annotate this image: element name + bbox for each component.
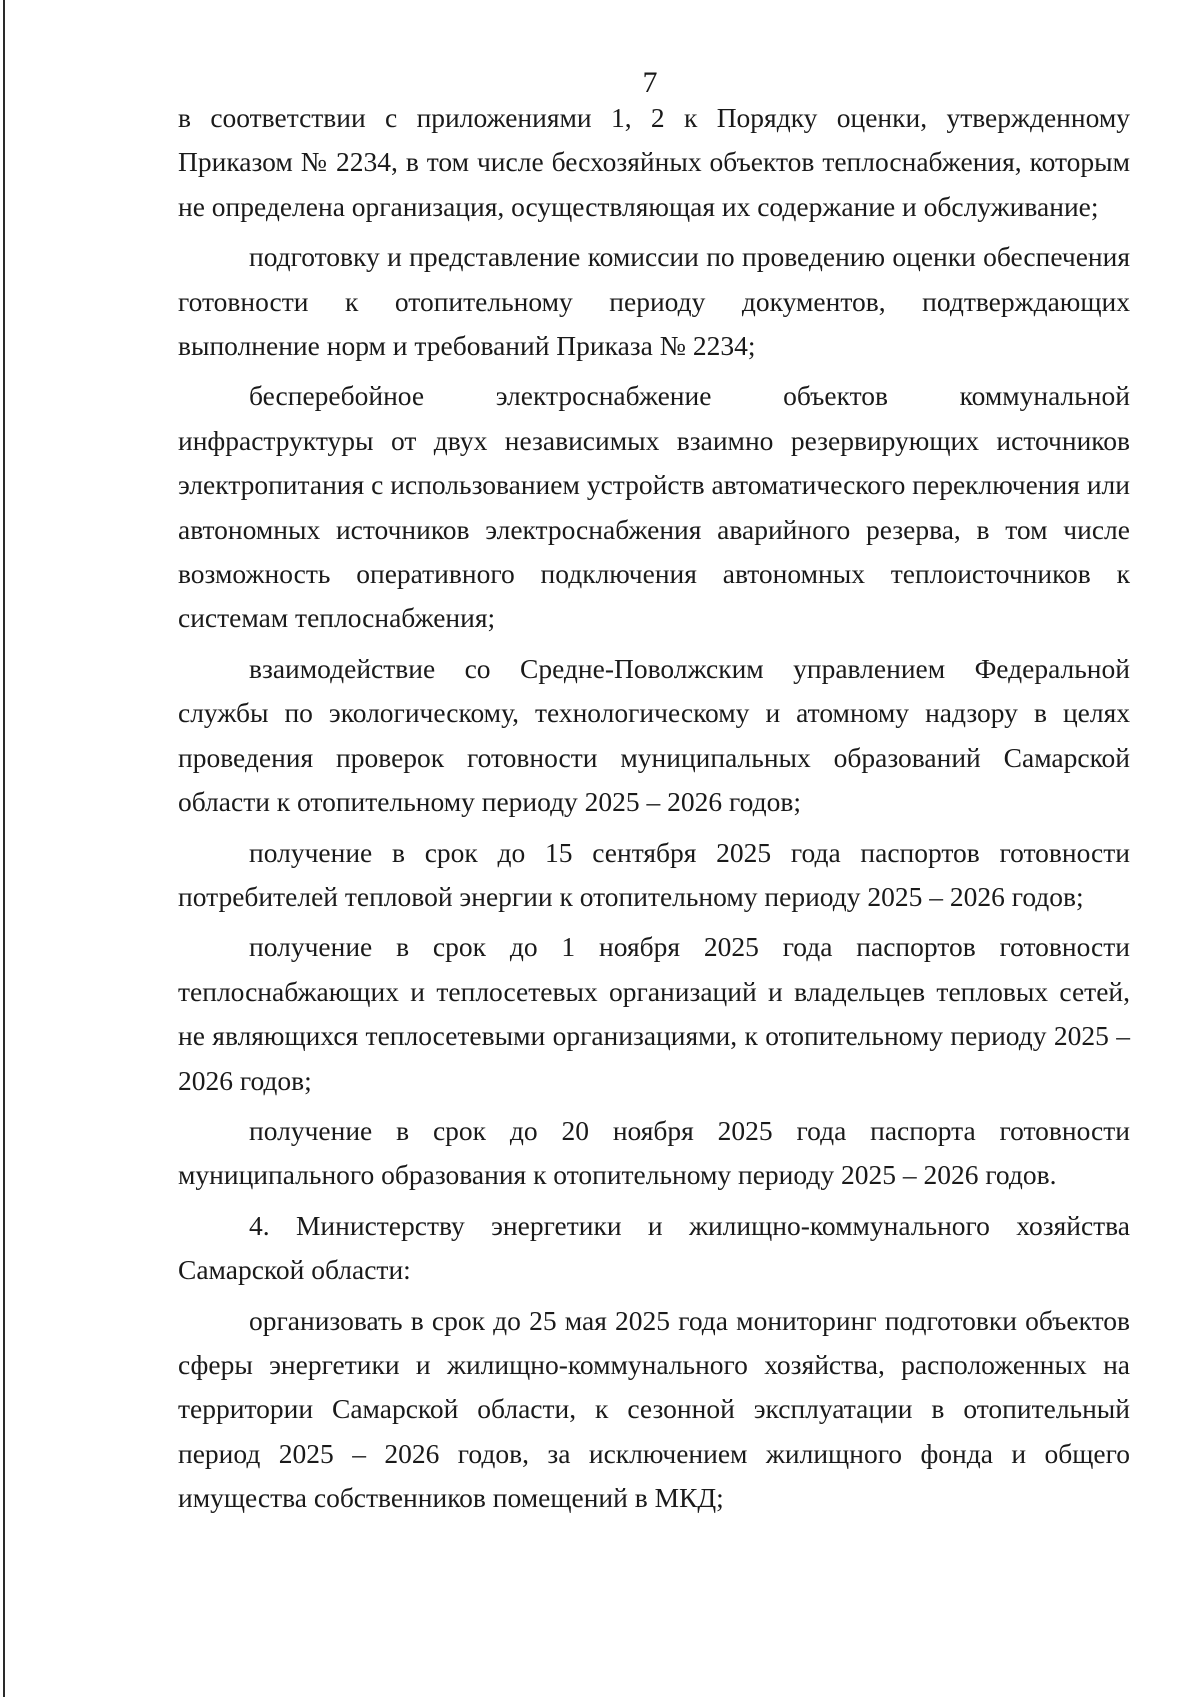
paragraph-supervision: взаимодействие со Средне-Поволжским управлением Федеральной службы по экологическому, технологическому и атомному надзору в целях проведения проверок готовности муниципальных образований Самарской области к отопительному периоду 2025 – 2026 годов; [178,652,1130,818]
scan-edge-line [3,0,5,1697]
paragraph-municipal-passport: получение в срок до 20 ноября 2025 года паспорта готовности муниципального образования к отопительному периоду 2025 – 2026 годов. [178,1114,1130,1191]
page-number: 7 [642,66,658,99]
paragraph-supplier-passports: получение в срок до 1 ноября 2025 года паспортов готовности теплоснабжающих и теплосетевых организаций и владельцев тепловых сетей, не являющихся теплосетевыми организациями, к отопительному периоду 2025 – 2026 годов; [178,931,1130,1096]
paragraph-consumer-passports: получение в срок до 15 сентября 2025 года паспортов готовности потребителей тепловой энергии к отопительному периоду 2025 – 2026 годов; [178,836,1130,912]
document-body [178,96,1130,1527]
paragraph-documents: подготовку и представление комиссии по проведению оценки обеспечения готовности к отопительному периоду документов, подтверждающих выполнение норм и требований Приказа № 2234; [178,241,1130,362]
paragraph-section-4: 4. Министерству энергетики и жилищно-коммунального хозяйства Самарской области: [178,1209,1130,1286]
paragraph-monitoring: организовать в срок до 25 мая 2025 года мониторинг подготовки объектов сферы энергетики и жилищно-коммунального хозяйства, расположенных на территории Самарской области, к сезонной эксплуатации в отопительный период 2025 – 2026 годов, за исключением жилищного фонда и общего имущества собственников помещений в МКД; [178,1304,1130,1514]
paragraph-continuation: в соответствии с приложениями 1, 2 к Порядку оценки, утвержденному Приказом № 2234, в том числе бесхозяйных объектов теплоснабжения, которым не определена организация, осуществляющая их содержание и обслуживание; [178,102,1130,222]
paragraph-power-supply: бесперебойное электроснабжение объектов коммунальной инфраструктуры от двух независимых взаимно резервирующих источников электропитания с использованием устройств автоматического переключения или автономных источников электроснабжения аварийного резерва, в том числе возможность оперативного подключения автономных теплоисточников к системам теплоснабжения; [178,380,1130,634]
